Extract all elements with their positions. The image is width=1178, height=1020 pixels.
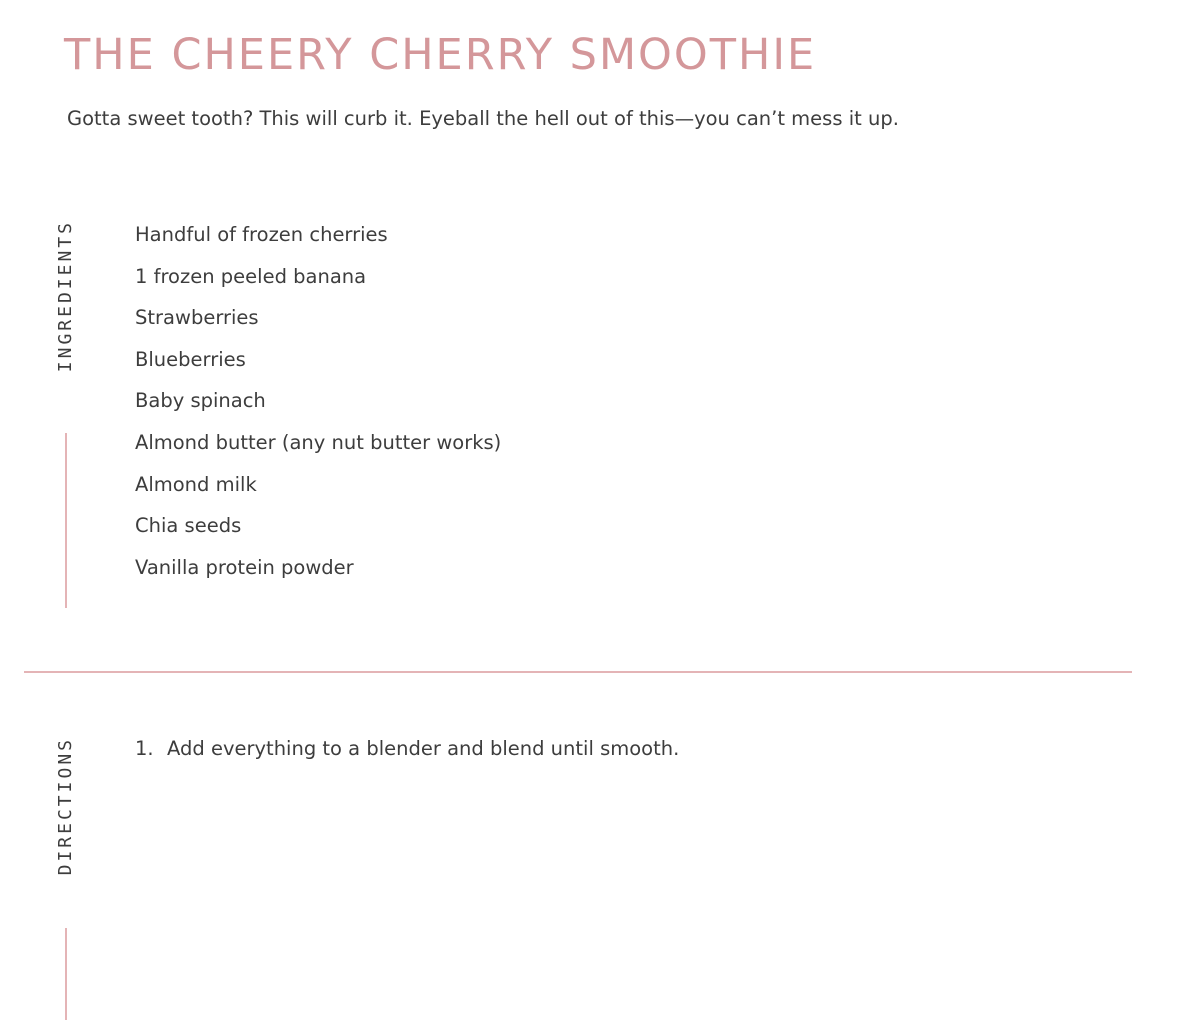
ingredients-list	[135, 218, 501, 592]
ingredient-item: Vanilla protein powder	[135, 555, 354, 579]
ingredient-item: Baby spinach	[135, 389, 266, 413]
ingredients-side-rule	[65, 433, 67, 608]
ingredients-section-label: INGREDIENTS	[55, 220, 76, 373]
ingredient-item: Chia seeds	[135, 514, 242, 538]
ingredient-item: Blueberries	[135, 347, 246, 371]
step-text: Add everything to a blender and blend until smooth.	[167, 737, 680, 760]
ingredient-item: Almond butter (any nut butter works)	[135, 430, 502, 454]
directions-list	[135, 735, 679, 763]
section-divider	[24, 671, 1132, 673]
ingredient-item: 1 frozen peeled banana	[135, 264, 367, 288]
directions-side-rule	[65, 928, 67, 1020]
directions-section-label: DIRECTIONS	[55, 737, 76, 876]
ingredient-item: Strawberries	[135, 306, 259, 330]
direction-step	[135, 735, 679, 763]
ingredient-item: Almond milk	[135, 472, 257, 496]
ingredient-item: Handful of frozen cherries	[135, 223, 388, 246]
recipe-title: THE CHEERY CHERRY SMOOTHIE	[64, 30, 817, 80]
recipe-subtitle: Gotta sweet tooth? This will curb it. Eyeball the hell out of this—you can’t mess it up.	[67, 107, 899, 130]
step-number: 1.	[135, 737, 154, 760]
